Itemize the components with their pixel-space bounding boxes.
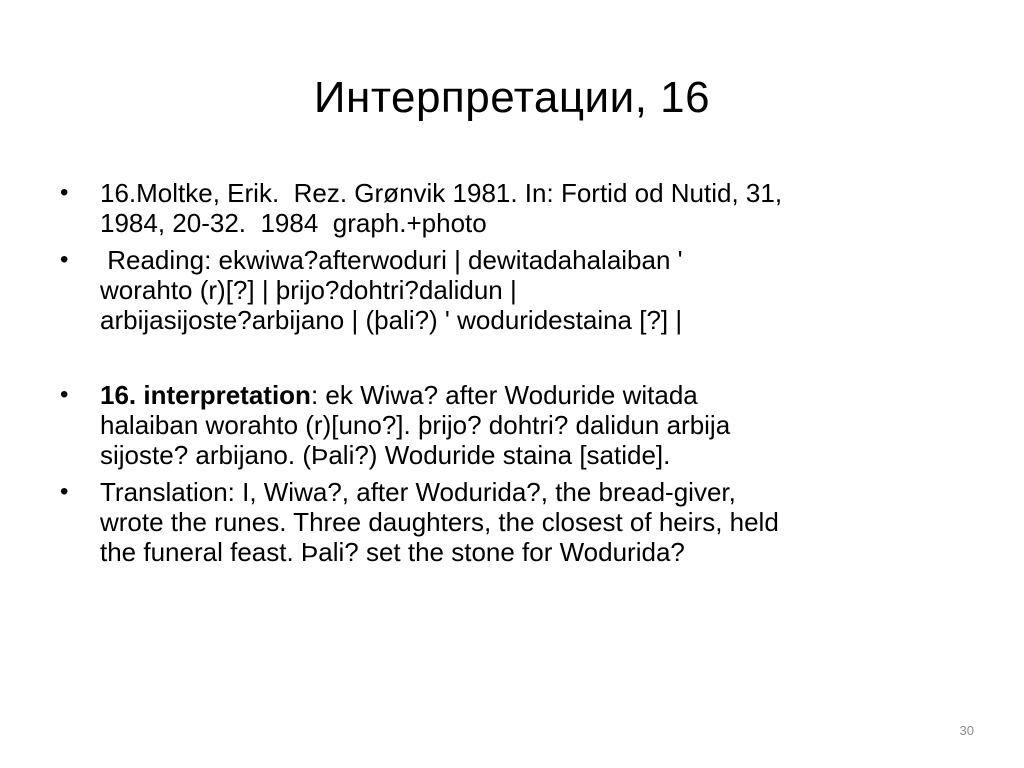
bullet-text-line: the funeral feast. Þali? set the stone for Wodurida? — [100, 537, 685, 567]
bullet-text-line: worahto (r)[?] | þrijo?dohtri?dalidun | — [100, 275, 517, 305]
bullet-item-interpretation — [58, 380, 970, 470]
bullet-icon: • — [60, 478, 69, 505]
bullet-icon: • — [60, 246, 69, 273]
bullet-text-line: sijoste? arbijano. (Þali?) Woduride staina [satide]. — [100, 440, 671, 470]
bullet-text-line: Reading: ekwiwa?afterwoduri | dewitadahalaiban ' — [100, 245, 683, 275]
bullet-item-translation — [58, 477, 970, 567]
bullet-text-line: 1984, 20-32. 1984 graph.+photo — [100, 208, 487, 238]
bullet-text-line: halaiban worahto (r)[uno?]. þrijo? dohtri? dalidun arbija — [100, 410, 731, 440]
interpretation-text: : ek Wiwa? after Woduride witada — [310, 380, 698, 410]
bullet-list — [58, 178, 970, 567]
bullet-text-line: arbijasijoste?arbijano | (þali?) ' woduridestaina [?] | — [100, 305, 683, 335]
page-number: 30 — [959, 723, 974, 738]
bullet-text-line — [100, 380, 970, 410]
interpretation-label: 16. interpretation — [100, 380, 311, 410]
bullet-item-reference — [58, 178, 970, 238]
slide-title: Интерпретации, 16 — [313, 73, 711, 122]
bullet-text-line: 16.Moltke, Erik. Rez. Grønvik 1981. In: Fortid od Nutid, 31, — [100, 178, 783, 208]
bullet-icon: • — [60, 179, 69, 206]
bullet-item-reading — [58, 245, 970, 335]
bullet-icon: • — [60, 381, 69, 408]
bullet-text-line: wrote the runes. Three daughters, the closest of heirs, held — [100, 507, 779, 537]
bullet-text-line: Translation: I, Wiwa?, after Wodurida?, the bread-giver, — [100, 477, 736, 507]
